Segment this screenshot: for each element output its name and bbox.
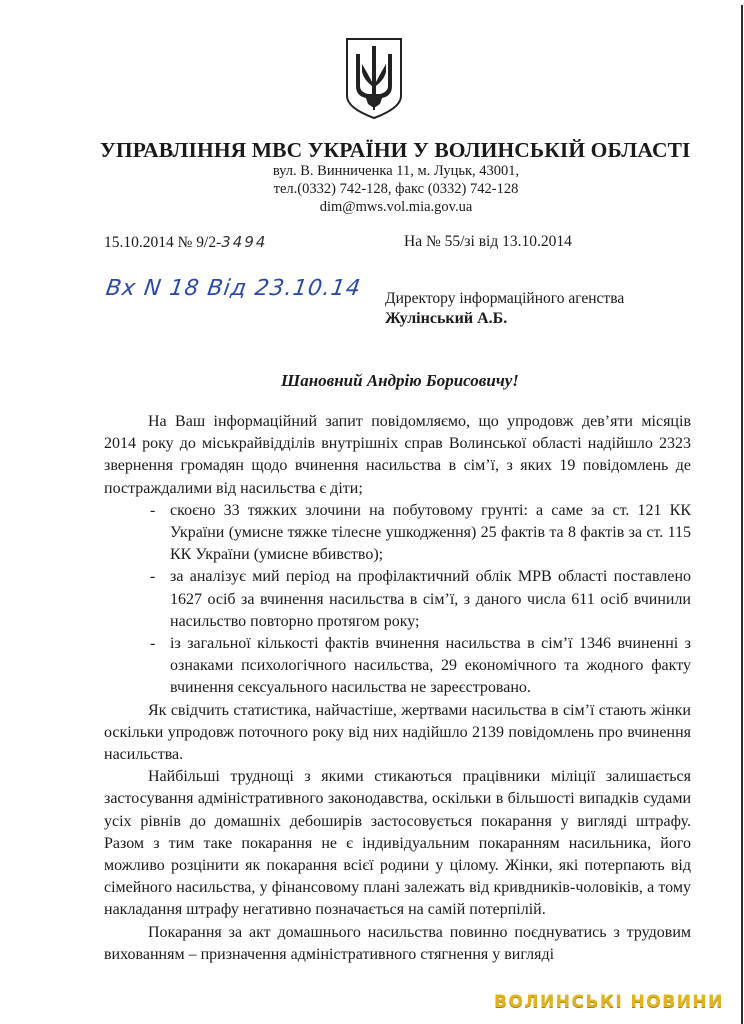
reply-reference: На № 55/зі від 13.10.2014 — [404, 233, 572, 250]
organization-phone-fax: тел.(0332) 742-128, факс (0332) 742-128 — [273, 181, 519, 197]
addressee-name: Жулінський А.Б. — [385, 310, 508, 327]
organization-address: вул. В. Винниченка 11, м. Луцьк, 43001, — [272, 163, 520, 179]
paragraph-victims: Як свідчить статистика, найчастіше, жертвами насильства в сім’ї стають жінки оскільки упродовж поточного року від них надійшло 2139 повідомлень про вчинення насильства. — [104, 701, 691, 764]
outgoing-reference-handwritten: 3494 — [221, 233, 268, 251]
incoming-registration-handwritten: Вх N 18 Від 23.10.14 — [104, 276, 363, 301]
paragraph-difficulties: Найбільші труднощі з якими стикаються працівники міліції залишається застосування адміністративного законодавства, оскільки в більшості випадків судами усіх рівнів до домашніх дебоширів застосовується покарання у вигляді штрафу. Разом з тим таке покарання не є індивідуальним покаранням насильника, його можливо розцінити як покарання всієї родини у цілому. Жінки, які потерпають від сімейного насильства, у фінансовому плані залежать від кривдників-чоловіків, а тому накладання штрафу негативно позначається на самій потерпілій. — [104, 768, 691, 919]
greeting: Шановний Андрію Борисовичу! — [281, 371, 519, 390]
list-item: - скоєно 33 тяжких злочини на побутовому грунті: а саме за ст. 121 КК України (умисне тяжке тілесне ушкодження) 25 фактів та 8 фактів за ст. 115 КК України (умисне вбивство); — [150, 501, 691, 564]
list-item: - за аналізує мий період на профілактичний облік МРВ області поставлено 1627 осіб за вчинення насильства в сім’ї, з даного числа 611 осіб вчинили насильство повторно протягом року; — [150, 568, 691, 630]
addressee-position: Директору інформаційного агенства — [385, 290, 625, 307]
organization-title: УПРАВЛІННЯ МВС УКРАЇНИ У ВОЛИНСЬКІЙ ОБЛАСТІ — [100, 138, 691, 162]
letter-body — [104, 411, 691, 966]
bullet-dash: - — [150, 501, 156, 519]
bullet-dash: - — [150, 568, 156, 586]
bullet-dash: - — [150, 635, 156, 653]
scan-edge-line — [741, 5, 743, 1024]
list-item: - із загальної кількості фактів вчинення насильства в сім’ї 1346 вчиненні з ознаками психологічного насильства, 29 економічного та жодного факту вчинення сексуального насильства не зареєстровано. — [150, 635, 691, 697]
watermark-logo: ВОЛИНСЬКІ НОВИНИ — [494, 992, 724, 1012]
coat-of-arms-of-ukraine-icon — [344, 36, 404, 120]
outgoing-reference — [104, 233, 267, 252]
outgoing-reference-printed: 15.10.2014 № 9/2- — [104, 234, 222, 251]
statistics-list — [104, 500, 691, 700]
paragraph-punishment: Покарання за акт домашнього насильства повинно поєднуватись з трудовим вихованням – призначення адміністративного стягнення у вигляді — [104, 923, 691, 963]
organization-email: dim@mws.vol.mia.gov.ua — [319, 199, 473, 215]
intro-paragraph: На Ваш інформаційний запит повідомляємо, що упродовж дев’яти місяців 2014 року до міськрайвідділів внутрішніх справ Волинської області надійшло 2323 звернення громадян щодо вчинення насильства в сім’ї, з яких 19 повідомлень де постраждалими від насильства є діти; — [104, 413, 691, 497]
